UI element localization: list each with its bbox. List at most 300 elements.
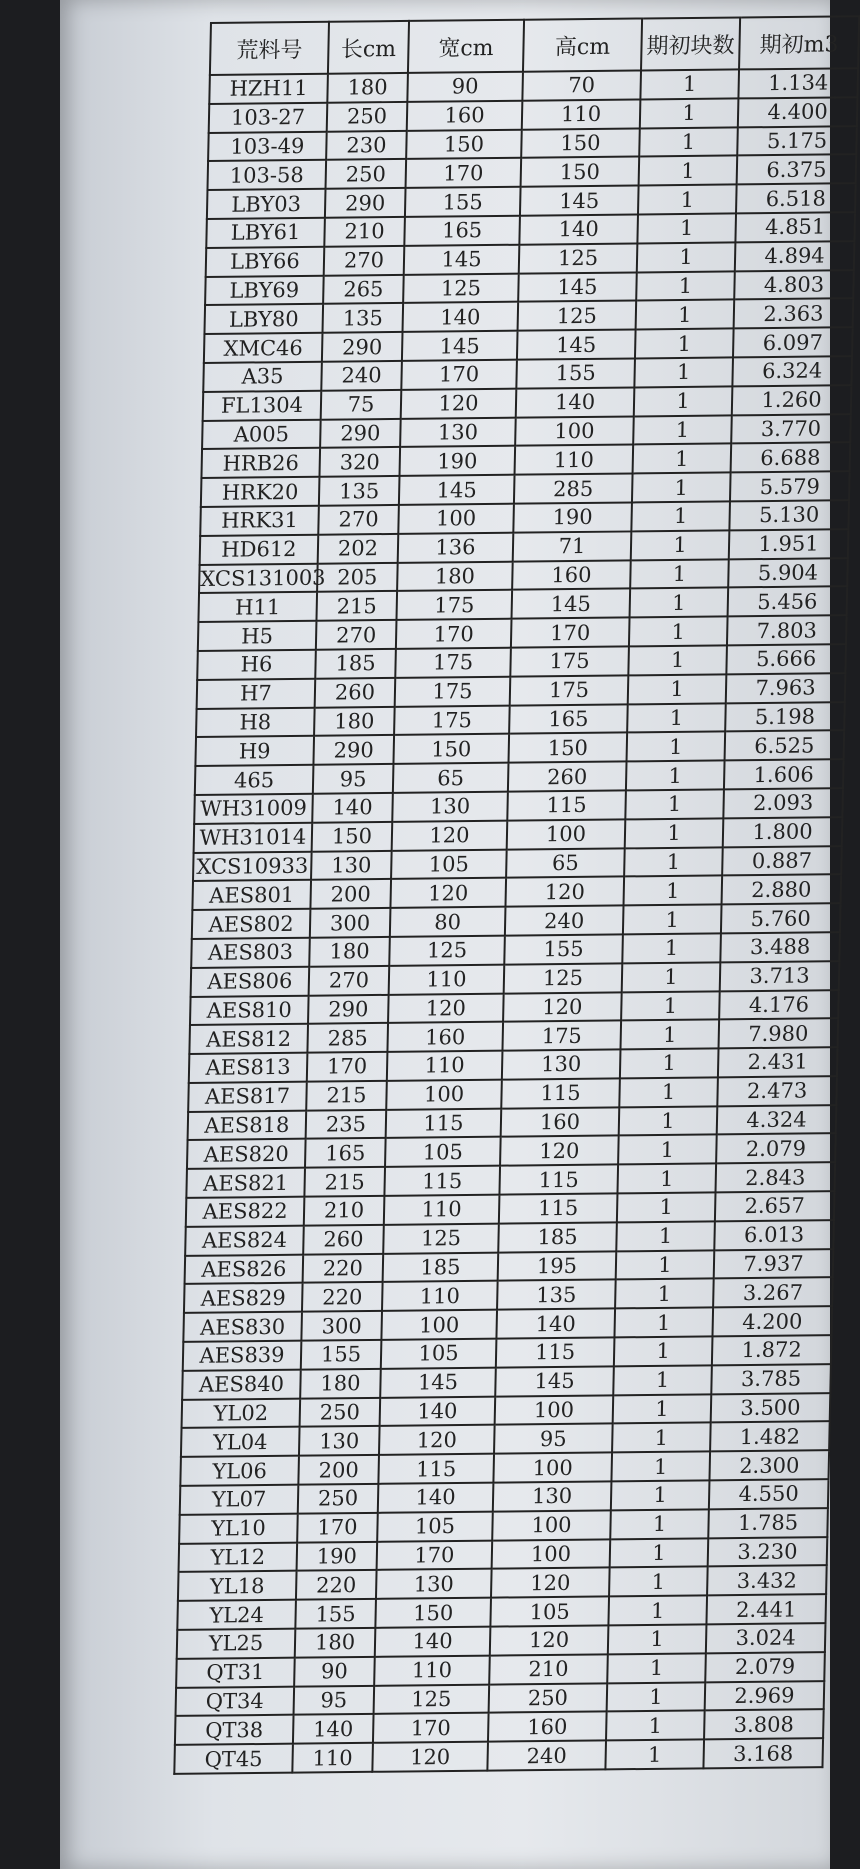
cell-width: 175	[395, 648, 511, 678]
cell-width: 140	[375, 1627, 491, 1657]
cell-width: 105	[385, 1137, 501, 1167]
cell-length: 140	[312, 793, 393, 823]
cell-count: 1	[627, 703, 726, 733]
cell-length: 130	[299, 1426, 380, 1456]
cell-length: 202	[318, 534, 399, 564]
cell-count: 1	[610, 1509, 709, 1539]
cell-volume: 2.657	[715, 1191, 835, 1221]
cell-length: 250	[326, 159, 407, 189]
cell-height: 140	[519, 214, 638, 244]
cell-count: 1	[635, 329, 734, 359]
cell-height: 140	[496, 1309, 615, 1339]
cell-width: 110	[382, 1281, 498, 1311]
cell-height: 240	[505, 906, 624, 936]
cell-length: 90	[294, 1657, 375, 1687]
cell-volume: 3.770	[731, 414, 851, 444]
cell-height: 210	[489, 1654, 608, 1684]
cell-volume: 3.713	[720, 961, 840, 991]
cell-volume: 2.093	[723, 788, 843, 818]
cell-height: 150	[521, 157, 640, 187]
cell-length: 320	[319, 447, 400, 477]
header-height: 高cm	[523, 18, 642, 71]
cell-block-id: H11	[198, 592, 317, 622]
cell-count: 1	[631, 530, 730, 560]
cell-height: 100	[492, 1539, 611, 1569]
cell-width: 175	[396, 590, 512, 620]
cell-height: 95	[494, 1424, 613, 1454]
cell-volume: 6.688	[731, 443, 851, 473]
cell-volume: 4.200	[712, 1306, 832, 1336]
cell-volume: 7.937	[714, 1249, 834, 1279]
cell-length: 130	[311, 850, 392, 880]
cell-width: 65	[393, 763, 509, 793]
cell-volume: 3.267	[713, 1278, 833, 1308]
cell-length: 260	[303, 1225, 384, 1255]
cell-block-id: AES817	[188, 1082, 307, 1112]
cell-count: 1	[606, 1711, 705, 1741]
cell-length: 180	[314, 706, 395, 736]
cell-width: 110	[374, 1655, 490, 1685]
cell-length: 75	[321, 390, 402, 420]
cell-volume: 6.525	[725, 730, 845, 760]
cell-height: 100	[495, 1395, 614, 1425]
cell-length: 250	[298, 1484, 379, 1514]
cell-volume: 2.079	[716, 1134, 836, 1164]
cell-height: 175	[510, 646, 629, 676]
cell-length: 290	[320, 418, 401, 448]
cell-height: 130	[493, 1481, 612, 1511]
cell-width: 110	[387, 1051, 503, 1081]
cell-length: 170	[297, 1513, 378, 1543]
cell-block-id: AES818	[188, 1110, 307, 1140]
cell-width: 120	[379, 1425, 495, 1455]
cell-volume: 7.980	[719, 1018, 839, 1048]
cell-volume: 4.550	[709, 1479, 829, 1509]
cell-length: 290	[313, 735, 394, 765]
cell-block-id: QT31	[176, 1657, 295, 1687]
cell-width: 165	[404, 216, 520, 246]
cell-count: 1	[637, 213, 736, 243]
cell-count: 1	[625, 789, 724, 819]
cell-height: 115	[499, 1165, 618, 1195]
cell-volume: 4.324	[717, 1105, 837, 1135]
table-body	[174, 68, 858, 1774]
cell-volume: 3.785	[711, 1364, 831, 1394]
cell-height: 165	[509, 704, 628, 734]
cell-block-id: HRK20	[201, 477, 320, 507]
cell-block-id: AES820	[187, 1139, 306, 1169]
cell-count: 1	[637, 242, 736, 272]
table-header-row	[210, 16, 859, 75]
cell-block-id: XCS10933	[193, 851, 312, 881]
cell-height: 155	[516, 358, 635, 388]
cell-width: 100	[381, 1310, 497, 1340]
cell-block-id: AES821	[186, 1168, 305, 1198]
cell-width: 115	[378, 1454, 494, 1484]
cell-count: 1	[620, 1048, 719, 1078]
table-row	[174, 1738, 823, 1774]
cell-width: 145	[404, 244, 520, 274]
cell-volume: 3.024	[706, 1623, 826, 1653]
cell-block-id: AES810	[190, 995, 309, 1025]
cell-height: 150	[508, 733, 627, 763]
cell-block-id: XMC46	[204, 333, 323, 363]
cell-count: 1	[640, 69, 739, 99]
cell-count: 1	[618, 1135, 717, 1165]
cell-height: 65	[506, 848, 625, 878]
cell-count: 1	[633, 444, 732, 474]
cell-length: 265	[323, 274, 404, 304]
cell-block-id: AES839	[183, 1341, 302, 1371]
cell-height: 150	[521, 128, 640, 158]
cell-height: 175	[510, 675, 629, 705]
cell-height: 120	[505, 877, 624, 907]
cell-block-id: FL1304	[203, 390, 322, 420]
cell-height: 110	[522, 99, 641, 129]
cell-width: 170	[373, 1713, 489, 1743]
cell-width: 170	[401, 360, 517, 390]
cell-volume: 1.134	[738, 68, 858, 98]
cell-count: 1	[621, 991, 720, 1021]
cell-volume: 2.441	[706, 1594, 826, 1624]
cell-count: 1	[622, 962, 721, 992]
cell-width: 160	[407, 101, 523, 131]
cell-volume: 4.803	[734, 270, 854, 300]
cell-volume: 2.473	[717, 1076, 837, 1106]
cell-width: 150	[393, 734, 509, 764]
cell-volume: 1.260	[732, 385, 852, 415]
cell-count: 1	[634, 357, 733, 387]
cell-volume: 6.097	[733, 327, 853, 357]
cell-count: 1	[612, 1423, 711, 1453]
header-count: 期初块数	[641, 17, 740, 70]
header-volume: 期初m3	[739, 16, 859, 69]
cell-block-id: AES840	[182, 1370, 301, 1400]
cell-count: 1	[615, 1279, 714, 1309]
cell-width: 140	[403, 302, 519, 332]
cell-height: 140	[516, 387, 635, 417]
cell-length: 270	[318, 505, 399, 535]
cell-volume: 1.800	[723, 817, 843, 847]
cell-width: 115	[386, 1108, 502, 1138]
cell-length: 270	[309, 966, 390, 996]
cell-volume: 4.176	[719, 990, 839, 1020]
cell-height: 285	[514, 474, 633, 504]
cell-length: 215	[304, 1167, 385, 1197]
cell-block-id: QT34	[175, 1686, 294, 1716]
cell-length: 240	[321, 361, 402, 391]
cell-width: 175	[395, 676, 511, 706]
cell-length: 215	[306, 1081, 387, 1111]
cell-count: 1	[619, 1077, 718, 1107]
cell-block-id: 103-49	[208, 131, 327, 161]
cell-length: 155	[295, 1599, 376, 1629]
cell-block-id: WH31014	[194, 822, 313, 852]
cell-volume: 3.500	[711, 1393, 831, 1423]
inventory-table	[173, 15, 860, 1775]
cell-block-id: AES824	[185, 1226, 304, 1256]
cell-count: 1	[639, 127, 738, 157]
cell-length: 250	[327, 102, 408, 132]
cell-height: 155	[504, 934, 623, 964]
cell-block-id: 103-58	[207, 160, 326, 190]
cell-width: 170	[377, 1540, 493, 1570]
cell-height: 160	[501, 1107, 620, 1137]
cell-count: 1	[607, 1653, 706, 1683]
cell-length: 150	[312, 822, 393, 852]
cell-volume: 7.803	[727, 615, 847, 645]
cell-height: 145	[495, 1366, 614, 1396]
cell-width: 150	[375, 1598, 491, 1628]
cell-volume: 5.666	[726, 644, 846, 674]
cell-height: 100	[493, 1453, 612, 1483]
cell-count: 1	[620, 1020, 719, 1050]
cell-count: 1	[630, 588, 729, 618]
cell-volume: 1.872	[712, 1335, 832, 1365]
cell-width: 150	[406, 129, 522, 159]
cell-length: 110	[292, 1743, 373, 1773]
cell-count: 1	[628, 674, 727, 704]
cell-count: 1	[619, 1106, 718, 1136]
cell-height: 115	[501, 1078, 620, 1108]
cell-volume: 2.363	[734, 299, 854, 329]
cell-height: 120	[491, 1568, 610, 1598]
cell-height: 135	[497, 1280, 616, 1310]
cell-length: 170	[307, 1052, 388, 1082]
cell-count: 1	[631, 501, 730, 531]
cell-length: 200	[298, 1455, 379, 1485]
cell-height: 70	[522, 70, 641, 100]
cell-block-id: YL07	[180, 1485, 299, 1515]
cell-height: 71	[513, 531, 632, 561]
cell-count: 1	[607, 1682, 706, 1712]
paper-sheet	[60, 0, 839, 1869]
cell-block-id: A35	[203, 362, 322, 392]
cell-length: 190	[297, 1541, 378, 1571]
cell-count: 1	[611, 1452, 710, 1482]
cell-count: 1	[636, 300, 735, 330]
cell-volume: 6.324	[732, 356, 852, 386]
cell-block-id: H9	[195, 736, 314, 766]
cell-volume: 1.785	[708, 1508, 828, 1538]
cell-height: 125	[519, 243, 638, 273]
cell-volume: 1.482	[710, 1422, 830, 1452]
cell-volume: 3.432	[707, 1566, 827, 1596]
cell-count: 1	[616, 1221, 715, 1251]
cell-count: 1	[611, 1480, 710, 1510]
cell-width: 100	[398, 504, 514, 534]
cell-height: 100	[515, 416, 634, 446]
cell-height: 115	[496, 1337, 615, 1367]
cell-block-id: YL04	[181, 1427, 300, 1457]
cell-length: 270	[324, 246, 405, 276]
cell-block-id: AES826	[185, 1254, 304, 1284]
cell-volume: 5.904	[728, 558, 848, 588]
cell-width: 105	[391, 849, 507, 879]
cell-height: 145	[517, 330, 636, 360]
cell-length: 180	[327, 73, 408, 103]
cell-height: 145	[520, 186, 639, 216]
cell-volume: 6.013	[714, 1220, 834, 1250]
cell-block-id: AES822	[186, 1197, 305, 1227]
cell-block-id: HD612	[200, 534, 319, 564]
cell-count: 1	[639, 156, 738, 186]
cell-count: 1	[625, 818, 724, 848]
cell-width: 180	[397, 561, 513, 591]
cell-block-id: YL12	[179, 1542, 298, 1572]
cell-height: 195	[498, 1251, 617, 1281]
cell-width: 115	[384, 1166, 500, 1196]
cell-count: 1	[623, 905, 722, 935]
cell-block-id: WH31009	[194, 794, 313, 824]
cell-volume: 5.175	[737, 126, 857, 156]
cell-width: 120	[372, 1742, 488, 1772]
cell-volume: 4.851	[735, 212, 855, 242]
cell-volume: 6.375	[737, 155, 857, 185]
cell-block-id: XCS131003	[199, 563, 318, 593]
cell-block-id: LBY66	[206, 247, 325, 277]
cell-volume: 2.843	[716, 1162, 836, 1192]
cell-height: 115	[507, 790, 626, 820]
cell-length: 180	[295, 1628, 376, 1658]
cell-count: 1	[628, 645, 727, 675]
cell-width: 105	[377, 1511, 493, 1541]
cell-width: 190	[399, 446, 515, 476]
cell-width: 160	[387, 1022, 503, 1052]
cell-width: 120	[392, 820, 508, 850]
cell-count: 1	[624, 847, 723, 877]
cell-length: 135	[319, 476, 400, 506]
cell-block-id: AES830	[183, 1312, 302, 1342]
cell-block-id: LBY03	[207, 189, 326, 219]
cell-count: 1	[638, 185, 737, 215]
cell-count: 1	[626, 761, 725, 791]
cell-count: 1	[617, 1192, 716, 1222]
cell-height: 250	[489, 1683, 608, 1713]
cell-block-id: 465	[195, 765, 314, 795]
cell-volume: 0.887	[722, 846, 842, 876]
cell-width: 80	[390, 907, 506, 937]
cell-block-id: LBY69	[205, 275, 324, 305]
cell-volume: 3.230	[708, 1537, 828, 1567]
cell-block-id: H7	[197, 678, 316, 708]
cell-block-id: QT38	[175, 1715, 294, 1745]
cell-width: 170	[406, 158, 522, 188]
cell-count: 1	[632, 473, 731, 503]
cell-height: 260	[508, 762, 627, 792]
cell-volume: 3.488	[720, 932, 840, 962]
cell-count: 1	[609, 1567, 708, 1597]
inventory-table-wrapper	[173, 15, 858, 1775]
cell-length: 270	[316, 620, 397, 650]
cell-height: 120	[490, 1625, 609, 1655]
cell-volume: 5.579	[730, 471, 850, 501]
cell-count: 1	[634, 386, 733, 416]
cell-length: 250	[300, 1397, 381, 1427]
cell-count: 1	[624, 876, 723, 906]
cell-width: 140	[380, 1396, 496, 1426]
cell-length: 95	[294, 1685, 375, 1715]
cell-count: 1	[629, 617, 728, 647]
cell-block-id: H5	[198, 621, 317, 651]
cell-width: 145	[399, 475, 515, 505]
cell-height: 160	[512, 560, 631, 590]
cell-height: 125	[504, 963, 623, 993]
cell-length: 200	[310, 879, 391, 909]
cell-count: 1	[633, 415, 732, 445]
cell-block-id: YL25	[177, 1629, 296, 1659]
cell-count: 1	[610, 1538, 709, 1568]
cell-width: 120	[388, 993, 504, 1023]
cell-width: 185	[383, 1252, 499, 1282]
cell-volume: 5.760	[721, 903, 841, 933]
cell-volume: 2.300	[709, 1450, 829, 1480]
cell-block-id: YL18	[178, 1571, 297, 1601]
cell-block-id: HRB26	[201, 448, 320, 478]
cell-volume: 5.130	[729, 500, 849, 530]
cell-count: 1	[608, 1624, 707, 1654]
cell-width: 90	[407, 72, 523, 102]
cell-length: 165	[305, 1138, 386, 1168]
cell-block-id: YL06	[180, 1456, 299, 1486]
cell-width: 125	[374, 1684, 490, 1714]
cell-length: 290	[322, 332, 403, 362]
cell-count: 1	[622, 933, 721, 963]
cell-length: 290	[325, 188, 406, 218]
cell-height: 240	[487, 1741, 606, 1771]
cell-width: 175	[394, 705, 510, 735]
cell-length: 260	[315, 678, 396, 708]
header-block-id: 荒料号	[210, 22, 329, 75]
cell-volume: 6.518	[736, 183, 856, 213]
cell-height: 185	[498, 1222, 617, 1252]
cell-count: 1	[605, 1740, 704, 1770]
cell-length: 300	[310, 908, 391, 938]
cell-count: 1	[613, 1394, 712, 1424]
cell-width: 125	[403, 273, 519, 303]
cell-height: 100	[507, 819, 626, 849]
cell-volume: 2.079	[705, 1652, 825, 1682]
cell-count: 1	[630, 559, 729, 589]
cell-length: 220	[296, 1570, 377, 1600]
cell-length: 300	[301, 1311, 382, 1341]
cell-width: 120	[390, 878, 506, 908]
cell-height: 125	[518, 301, 637, 331]
cell-volume: 3.808	[704, 1710, 824, 1740]
cell-height: 110	[515, 445, 634, 475]
cell-block-id: AES803	[191, 938, 310, 968]
cell-block-id: HZH11	[209, 74, 328, 104]
cell-count: 1	[627, 732, 726, 762]
cell-block-id: LBY61	[206, 218, 325, 248]
cell-volume: 2.431	[718, 1047, 838, 1077]
cell-length: 210	[324, 217, 405, 247]
cell-count: 1	[636, 271, 735, 301]
cell-length: 185	[315, 649, 396, 679]
cell-width: 110	[389, 964, 505, 994]
cell-block-id: AES806	[191, 966, 310, 996]
header-length: 长cm	[328, 21, 409, 74]
cell-length: 235	[306, 1110, 387, 1140]
cell-block-id: AES812	[189, 1024, 308, 1054]
cell-volume: 4.400	[738, 97, 858, 127]
cell-height: 160	[488, 1712, 607, 1742]
cell-count: 1	[614, 1308, 713, 1338]
cell-volume: 2.880	[722, 874, 842, 904]
cell-width: 145	[380, 1367, 496, 1397]
cell-block-id: AES829	[184, 1283, 303, 1313]
cell-volume: 1.606	[724, 759, 844, 789]
